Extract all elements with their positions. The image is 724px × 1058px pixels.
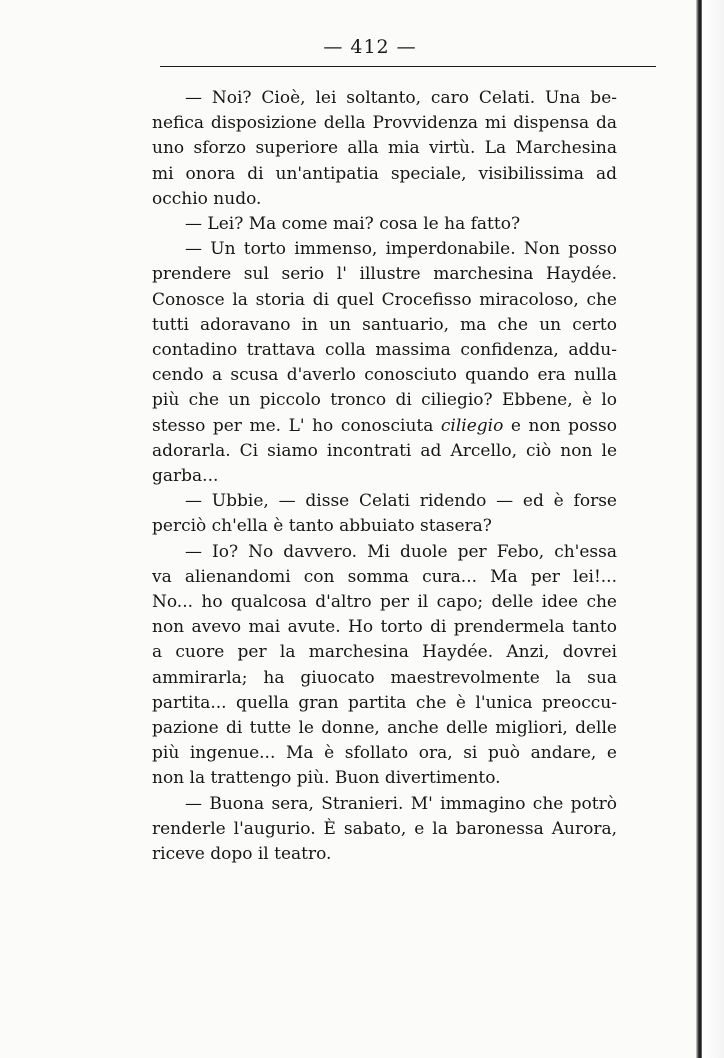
text-line: più che un piccolo tronco di ciliegio? Ebbene, è lo <box>152 390 617 411</box>
text-line: contadino trattava colla massima confidenza, addu- <box>152 340 617 361</box>
text-line: nefica disposizione della Provvidenza mi dispensa da <box>152 113 617 134</box>
text-line: ammirarla; ha giuocato maestrevolmente la sua <box>152 667 617 688</box>
text-line: più ingenue... Ma è sfollato ora, si può andare, e <box>152 743 617 764</box>
text-line: uno sforzo superiore alla mia virtù. La Marchesina <box>152 138 617 159</box>
scan-margin <box>702 0 724 1058</box>
text-line-with-italic <box>152 414 617 439</box>
text-line: renderle l'augurio. È sabato, e la baronessa Aurora, <box>152 818 617 839</box>
body-text <box>152 86 617 867</box>
text-line: occhio nudo. <box>152 188 262 209</box>
text-line: cendo a scusa d'averlo conosciuto quando era nulla <box>152 365 617 386</box>
text-line: — Io? No davvero. Mi duole per Febo, ch'essa <box>185 541 617 562</box>
text-segment: stesso per me. L' ho conosciuta <box>152 415 441 436</box>
text-line: prendere sul serio l' illustre marchesina Haydée. <box>152 264 617 285</box>
text-line: — Un torto immenso, imperdonabile. Non posso <box>185 239 617 260</box>
text-line: pazione di tutte le donne, anche delle migliori, delle <box>152 718 617 739</box>
text-line: riceve dopo il teatro. <box>152 844 332 865</box>
text-line: tutti adoravano in un santuario, ma che un certo <box>152 314 617 335</box>
text-segment: e non posso <box>503 415 617 436</box>
text-line: a cuore per la marchesina Haydée. Anzi, dovrei <box>152 642 617 663</box>
book-spine-edge <box>696 0 702 1058</box>
text-line: garba... <box>152 466 219 487</box>
text-line: non avevo mai avute. Ho torto di prendermela tanto <box>152 617 617 638</box>
text-line: non la trattengo più. Buon divertimento. <box>152 768 501 789</box>
text-line: — Noi? Cioè, lei soltanto, caro Celati. Una be- <box>185 88 617 108</box>
text-line: partita... quella gran partita che è l'unica preoccu- <box>152 692 617 713</box>
page-number: — 412 — <box>323 36 417 58</box>
text-line: va alienandomi con somma cura... Ma per lei!... <box>152 566 617 587</box>
text-line: — Lei? Ma come mai? cosa le ha fatto? <box>185 214 521 235</box>
text-line: Conosce la storia di quel Crocefisso miracoloso, che <box>152 289 617 310</box>
text-line: perciò ch'ella è tanto abbuiato stasera? <box>152 516 492 537</box>
text-line: — Ubbie, — disse Celati ridendo — ed è forse <box>185 491 617 512</box>
text-line: mi onora di un'antipatia speciale, visibilissima ad <box>152 163 617 184</box>
text-line: No... ho qualcosa d'altro per il capo; delle idee che <box>152 592 617 613</box>
header-rule <box>160 66 656 67</box>
text-line: — Buona sera, Stranieri. M' immagino che potrò <box>185 793 617 814</box>
italic-word: ciliegio <box>440 415 504 436</box>
text-line: adorarla. Ci siamo incontrati ad Arcello, ciò non le <box>152 440 617 461</box>
